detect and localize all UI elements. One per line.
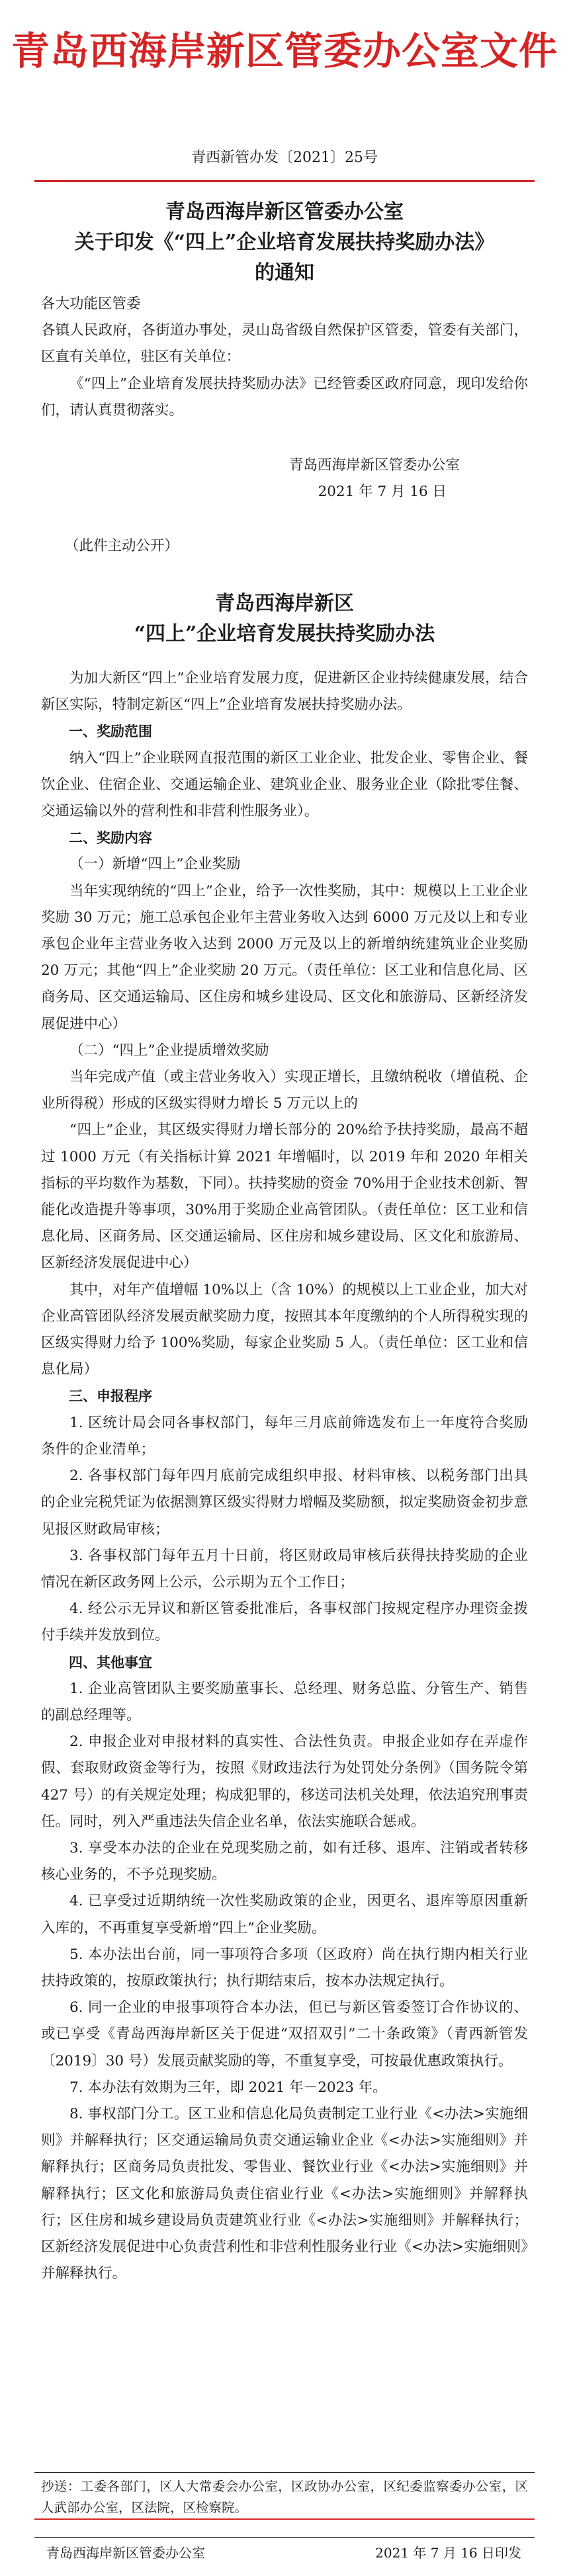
footer-divider	[34, 2537, 535, 2538]
recipients-line: 各镇人民政府，各街道办事处，灵山岛省级自然保护区管委，管委有关部门，区直有关单位，驻区有关单位：	[41, 322, 528, 366]
notice-title	[0, 197, 569, 288]
paragraph: “四上”企业，其区级实得财力增长部分的 20%给予扶持奖励，最高不超过 1000 万元（有关指标计算 2021 年增幅时，以 2019 年和 2020 年相关指标的平均数作为基数，下同）。扶持奖励的资金 70%用于企业技术创新、智能化改造提升等事项，30%用于奖励企业高管团队。（责任单位：区工业和信息化局、区商务局、区交通运输局、区住房和城乡建设局、区文化和旅游局、区新经济发展促进中心）	[41, 1122, 528, 1272]
signature-organization: 青岛西海岸新区管委办公室	[288, 457, 460, 474]
recipients-line: 各大功能区管委	[41, 296, 141, 312]
subsection-heading: （二）“四上”企业提质增效奖励	[69, 1042, 269, 1059]
measures-title-line: “四上”企业培育发展扶持奖励办法	[134, 622, 435, 645]
public-note: （此件主动公开）	[65, 538, 179, 554]
notice-title-line: 关于印发《“四上”企业培育发展扶持奖励办法》	[74, 231, 495, 254]
notice-title-line: 的通知	[255, 261, 314, 284]
paragraph: 其中，对年产值增幅 10%以上（含 10%）的规模以上工业企业，加大对企业高管团队经济发展贡献奖励力度，按照其本年度缴纳的个人所得税实现的区级实得财力给予 100%奖励，每家企业奖励 5 人。（责任单位：区工业和信息化局）	[41, 1281, 528, 1378]
section-heading: 二、奖励内容	[69, 830, 152, 847]
subsection-heading: （一）新增“四上”企业奖励	[69, 856, 241, 873]
paragraph: 2. 申报企业对申报材料的真实性、合法性负责。申报企业如存在弄虚作假、套取财政资金等行为，按照《财政违法行为处罚处分条例》（国务院令第 427 号）的有关规定处理；构成犯罪的，移送司法机关处理，依法追究刑事责任。同时，列入严重违法失信企业名单，依法实施联合惩戒。	[41, 1733, 528, 1830]
paragraph: 5. 本办法出台前，同一事项符合多项（区政府）尚在执行期内相关行业扶持政策的，按原政策执行；执行期结束后，按本办法规定执行。	[41, 1946, 528, 1989]
paragraph: 1. 区统计局会同各事权部门，每年三月底前筛选发布上一年度符合奖励条件的企业清单；	[41, 1414, 528, 1458]
cc-divider	[34, 2472, 535, 2473]
paragraph: 2. 各事权部门每年四月底前完成组织申报、材料审核、以税务部门出具的企业完税凭证为依据测算区级实得财力增幅及奖励额，拟定奖励资金初步意见报区财政局审核；	[41, 1468, 528, 1538]
measures-title	[0, 589, 569, 649]
paragraph: 当年完成产值（或主营业务收入）实现正增长，且缴纳税收（增值税、企业所得税）形成的区级实得财力增长 5 万元以上的	[41, 1069, 528, 1112]
paragraph: 3. 各事权部门每年五月十日前，将区财政局审核后获得扶持奖励的企业情况在新区政务网上公示，公示期为五个工作日；	[41, 1547, 528, 1591]
signature-date: 2021 年 7 月 16 日	[318, 483, 447, 500]
footer-date: 2021 年 7 月 16 日印发	[375, 2545, 521, 2561]
notice-title-line: 青岛西海岸新区管委办公室	[165, 200, 404, 224]
section-heading: 三、申报程序	[69, 1388, 152, 1405]
paragraph: 3. 享受本办法的企业在兑现奖励之前，如有迁移、退库、注销或者转移核心业务的，不予兑现奖励。	[41, 1839, 528, 1884]
paragraph: 1. 企业高管团队主要奖励董事长、总经理、财务总监、分管生产、销售的副总经理等。	[41, 1680, 528, 1724]
paragraph: 4. 已享受过近期纳统一次性奖励政策的企业，因更名、退库等原因重新入库的，不再重复享受新增“四上”企业奖励。	[41, 1893, 528, 1936]
paragraph: 8. 事权部门分工。区工业和信息化局负责制定工业行业《<办法>实施细则》并解释执行；区交通运输局负责交通运输业企业《<办法>实施细则》并解释执行；区商务局负责批发、零售业、餐饮业行业《<办法>实施细则》并解释执行；区文化和旅游局负责住宿业行业《<办法>实施细则》并解释执行；区住房和城乡建设局负责建筑业行业《<办法>实施细则》并解释执行；区新经济发展促进中心负责营利性和非营利性服务业行业《<办法>实施细则》并解释执行。	[41, 2105, 528, 2282]
footer-organization: 青岛西海岸新区管委办公室	[46, 2545, 205, 2561]
masthead: 青岛西海岸新区管委办公室文件	[11, 28, 558, 73]
bottom-divider	[34, 2518, 535, 2520]
section-heading: 一、奖励范围	[69, 724, 152, 740]
document-number: 青西新管办发〔2021〕25号	[191, 149, 378, 166]
paragraph: 当年实现纳统的“四上”企业，给予一次性奖励，其中：规模以上工业企业奖励 30 万元；施工总承包企业年主营业务收入达到 6000 万元及以上和专业承包企业年主营业务收入达到 2000 万元及以上的新增纳统建筑业企业奖励 20 万元；其他“四上”企业奖励 20 万元。（责任单位：区工业和信息化局、区商务局、区交通运输局、区住房和城乡建设局、区文化和旅游局、区新经济发展促进中心）	[41, 882, 528, 1032]
section-heading: 四、其他事宜	[69, 1654, 152, 1671]
measures-title-line: 青岛西海岸新区	[215, 592, 354, 615]
notice-paragraph: 《“四上”企业培育发展扶持奖励办法》已经管委区政府同意，现印发给你们，请认真贯彻落实。	[41, 375, 528, 419]
red-divider	[34, 180, 535, 182]
cc-list: 抄送：工委各部门，区人大常委会办公室，区政协办公室，区纪委监察委办公室，区人武部办公室，区法院，区检察院。	[41, 2479, 528, 2515]
paragraph: 为加大新区“四上”企业培育发展力度，促进新区企业持续健康发展，结合新区实际，特制定新区“四上”企业培育发展扶持奖励办法。	[41, 670, 528, 714]
notice-body	[41, 291, 528, 424]
paragraph: 4. 经公示无异议和新区管委批准后，各事权部门按规定程序办理资金拨付手续并发放到位。	[41, 1600, 528, 1644]
paragraph: 纳入“四上”企业联网直报范围的新区工业企业、批发企业、零售企业、餐饮企业、住宿企业、交通运输企业、建筑业企业、服务业企业（除批零住餐、交通运输以外的营利性和非营利性服务业）。	[41, 749, 528, 820]
paragraph: 7. 本办法有效期为三年，即 2021 年－2023 年。	[69, 2079, 387, 2096]
measures-body	[41, 665, 528, 2287]
paragraph: 6. 同一企业的申报事项符合本办法，但已与新区管委签订合作协议的、或已享受《青岛西海岸新区关于促进“双招双引”二十条政策》（青西新管发〔2019〕30 号）发展贡献奖励的等，不重复享受，可按最优惠政策执行。	[41, 1999, 528, 2069]
